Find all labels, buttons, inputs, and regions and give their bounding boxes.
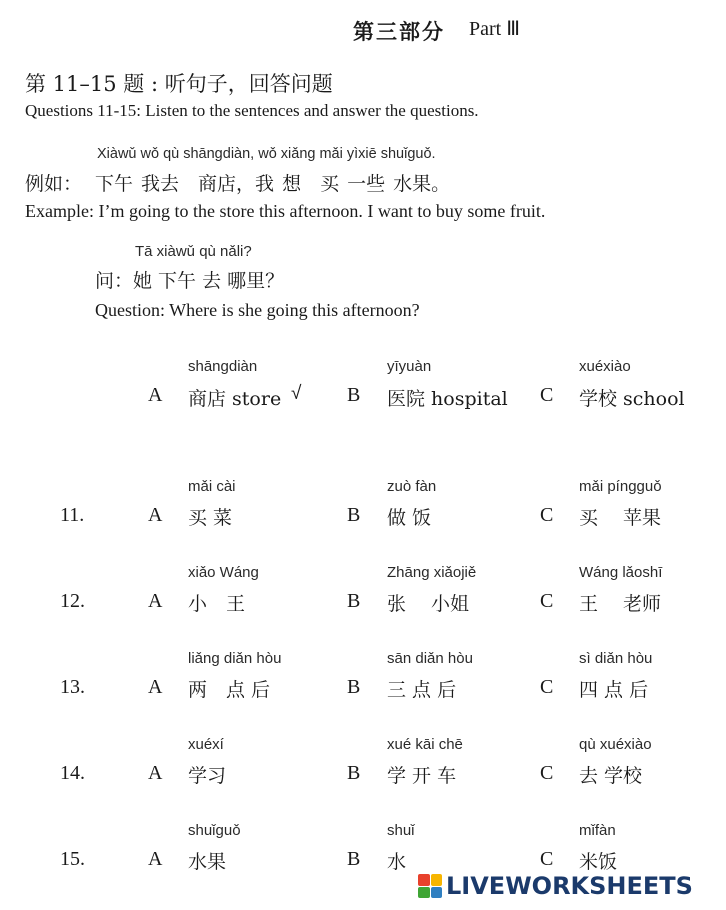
- option-c-letter[interactable]: C: [540, 676, 554, 698]
- option-b-pinyin: shuǐ: [387, 822, 415, 839]
- option-a-pinyin: xiǎo Wáng: [188, 564, 259, 581]
- option-a-text[interactable]: 小 王: [188, 593, 246, 615]
- option-a-letter[interactable]: A: [148, 848, 163, 870]
- option-b-text[interactable]: 水: [387, 851, 407, 873]
- question-number: 13.: [60, 676, 85, 698]
- option-c-text[interactable]: 去 学校: [579, 765, 643, 787]
- option-a-pinyin: xuéxí: [188, 736, 224, 753]
- question-number: 11.: [60, 504, 85, 526]
- example-label: 例如：: [25, 173, 83, 195]
- option-c-text[interactable]: 米饭: [579, 851, 618, 873]
- option-a-letter[interactable]: A: [148, 762, 163, 784]
- option-a-text[interactable]: 学习: [188, 765, 227, 787]
- question-number: 14.: [60, 762, 85, 784]
- example-sentence-en: Example: I’m going to the store this afternoon. I want to buy some fruit.: [25, 201, 546, 221]
- option-a-text[interactable]: 水果: [188, 851, 227, 873]
- option-c-pinyin: mǐfàn: [579, 822, 616, 839]
- option-b-pinyin: zuò fàn: [387, 478, 437, 495]
- option-b-text[interactable]: 学 开 车: [387, 765, 457, 787]
- option-c-letter[interactable]: C: [540, 848, 554, 870]
- option-b-pinyin: xué kāi chē: [387, 736, 463, 753]
- option-b-pinyin: Zhāng xiǎojiě: [387, 564, 477, 581]
- option-b-letter[interactable]: B: [347, 504, 361, 526]
- option-a-letter[interactable]: A: [148, 676, 163, 698]
- option-b-text[interactable]: 张 小姐: [387, 593, 470, 615]
- option-a-text[interactable]: 买 菜: [188, 507, 233, 529]
- option-a-letter[interactable]: A: [148, 590, 163, 612]
- option-a-pinyin: mǎi cài: [188, 478, 236, 495]
- option-b-letter[interactable]: B: [347, 762, 361, 784]
- liveworksheets-logo-text: LIVEWORKSHEETS: [446, 872, 693, 900]
- option-b-letter[interactable]: B: [347, 848, 361, 870]
- option-b-pinyin: sān diǎn hòu: [387, 650, 473, 667]
- example-sentence-cn: 下午 我去 商店，我 想 买 一些 水果。: [95, 173, 451, 195]
- option-b-letter[interactable]: B: [347, 590, 361, 612]
- example-option-a-letter: A: [148, 384, 163, 406]
- example-option-a-pinyin: shāngdiàn: [188, 358, 258, 375]
- example-option-c-text: 学校 school: [579, 388, 685, 410]
- example-question-en: Question: Where is she going this afternoon?: [95, 300, 420, 320]
- checkmark-icon: √: [291, 383, 302, 404]
- instructions-en: Questions 11-15: Listen to the sentences and answer the questions.: [25, 101, 479, 120]
- example-question-pinyin: Tā xiàwǔ qù nǎli?: [135, 243, 252, 260]
- example-pinyin: Xiàwǔ wǒ qù shāngdiàn, wǒ xiǎng mǎi yìxiē shuǐguǒ.: [97, 146, 436, 162]
- option-c-letter[interactable]: C: [540, 762, 554, 784]
- section-title-cn: 第三部分: [353, 19, 445, 44]
- option-b-text[interactable]: 做 饭: [387, 507, 432, 529]
- option-c-letter[interactable]: C: [540, 504, 554, 526]
- option-c-text[interactable]: 王 老师: [579, 593, 662, 615]
- example-option-b-pinyin: yīyuàn: [387, 358, 432, 375]
- question-number: 15.: [60, 848, 85, 870]
- example-option-a-text: 商店 store: [188, 388, 282, 410]
- option-b-text[interactable]: 三 点 后: [387, 679, 457, 701]
- option-a-text[interactable]: 两 点 后: [188, 679, 271, 701]
- option-c-text[interactable]: 四 点 后: [579, 679, 649, 701]
- example-option-b-letter: B: [347, 384, 361, 406]
- question-number: 12.: [60, 590, 85, 612]
- instructions-cn: 第 11–15 题 : 听句子，回答问题: [25, 72, 333, 96]
- example-question-label: 问：: [95, 270, 134, 292]
- option-b-letter[interactable]: B: [347, 676, 361, 698]
- option-c-letter[interactable]: C: [540, 590, 554, 612]
- option-a-pinyin: shuǐguǒ: [188, 822, 241, 839]
- example-question-cn: 她 下午 去 哪里？: [133, 270, 285, 292]
- option-c-pinyin: mǎi píngguǒ: [579, 478, 662, 495]
- section-title-en: Part Ⅲ: [469, 18, 521, 40]
- option-a-letter[interactable]: A: [148, 504, 163, 526]
- example-option-b-text: 医院 hospital: [387, 388, 508, 410]
- option-c-text[interactable]: 买 苹果: [579, 507, 662, 529]
- liveworksheets-logo-icon: [418, 874, 442, 898]
- option-a-pinyin: liǎng diǎn hòu: [188, 650, 282, 667]
- example-option-c-pinyin: xuéxiào: [579, 358, 631, 375]
- option-c-pinyin: qù xuéxiào: [579, 736, 652, 753]
- liveworksheets-logo: [418, 871, 693, 901]
- option-c-pinyin: sì diǎn hòu: [579, 650, 653, 667]
- example-option-c-letter: C: [540, 384, 554, 406]
- option-c-pinyin: Wáng lǎoshī: [579, 564, 663, 581]
